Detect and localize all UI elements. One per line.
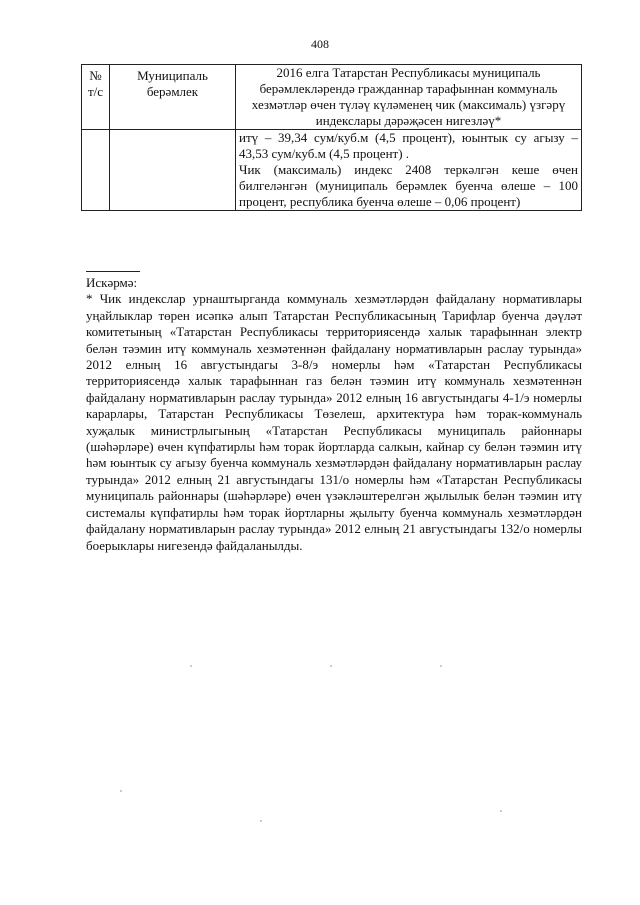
tariff-index-table — [81, 64, 582, 211]
header-col-no: № т/с — [82, 65, 110, 130]
table-header-row — [82, 65, 582, 130]
footnote-text: * Чик индекслар урнаштырганда коммуналь хезмәтләрдән файдалану нормативлары уңайлыклар төрен исәпкә алып Татарстан Республикасының Тарифлар буенча дәүләт комитетының «Татарстан Республикасы территориясендә халык тарафыннан электр белән тәэмин итү коммуналь хезмәтеннән файдалану нормативларын раслау турында» 2012 елның 16 августындагы 3-8/э номерлы һәм «Татарстан Республикасы территориясендә халык тарафыннан газ белән тәэмин итү коммуналь хезмәтеннән файдалану нормативларын раслау турында» 2012 елның 16 августындагы 4-1/э номерлы карарлары, Татарстан Республикасы Төзелеш, архитектура һәм торак-коммуналь хуҗалык министрлыгының «Татарстан Республикасы муниципаль районнары (шәһәрләре) өчен күпфатирлы һәм торак йортларда салкын, кайнар су белән тәэмин итү һәм юынтык су агызу буенча коммуналь хезмәтләрдән файдалану нормативларын раслау турында» 2012 елның 21 августындагы 131/о номерлы һәм «Татарстан Республикасы муниципаль районнары (шәһәрләре) өчен үзәкләштерелгән җылылык белән тәэмин итү системалы күпфатирлы һәм торак йортларны җылыту буенча коммуналь хезмәтләрдән файдалану нормативларын раслау турында» 2012 елның 21 августындагы 132/о номерлы боерыклары нигезендә файдаланылды. — [86, 291, 582, 553]
footnote-divider — [86, 271, 140, 272]
scan-speck — [190, 665, 192, 667]
footnote-title: Искәрмә: — [86, 275, 138, 290]
row-municipality-cell — [110, 130, 236, 211]
footnote — [86, 275, 582, 554]
scan-speck — [330, 665, 332, 667]
row-no-cell — [82, 130, 110, 211]
scan-speck — [500, 810, 502, 812]
scan-speck — [120, 790, 122, 792]
scan-speck — [440, 665, 442, 667]
table-row — [82, 130, 582, 211]
header-col-index: 2016 елга Татарстан Республикасы муниципаль берәмлекләрендә гражданнар тарафыннан коммуналь хезмәтләр өчен түләү күләменең чик (максималь) үзгәрү индекслары дәрәҗәсен нигезләү* — [236, 65, 582, 130]
row-index-cell — [236, 130, 582, 211]
scan-speck — [260, 820, 262, 822]
row-text-line: Чик (максималь) индекс 2408 теркәлгән кеше өчен билгеләнгән (муниципаль берәмлек буенча өлеше – 100 процент, республика буенча өлеше – 0,06 процент) — [239, 162, 578, 209]
page-number: 408 — [311, 37, 329, 51]
row-text-line: итү – 39,34 сум/куб.м (4,5 процент), юынтык су агызу – 43,53 сум/куб.м (4,5 процент) . — [239, 130, 578, 161]
header-col-municipality: Муниципаль берәмлек — [110, 65, 236, 130]
